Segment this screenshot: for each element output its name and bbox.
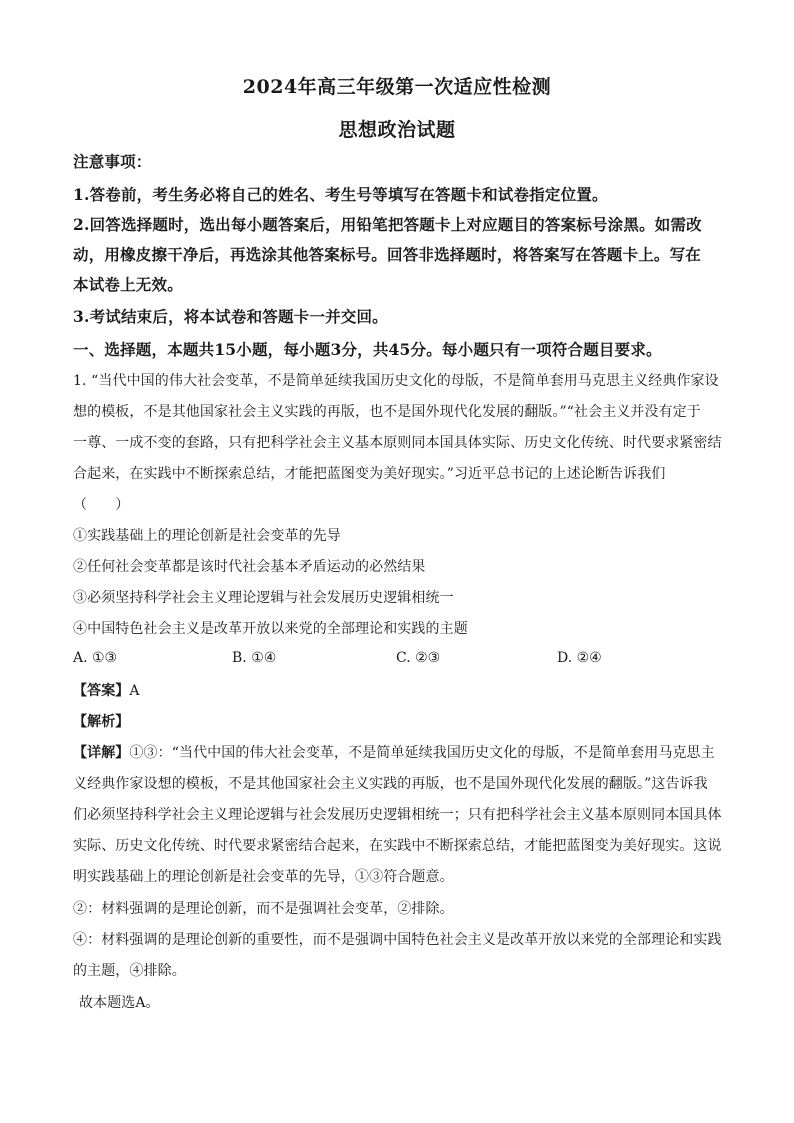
option-a: A. ①③ — [73, 650, 118, 666]
notice-line: 本试卷上无效。 — [73, 275, 183, 294]
final-answer-line: 故本题选A。 — [79, 995, 160, 1011]
question-stem-line: 1. “当代中国的伟大社会变革，不是简单延续我国历史文化的母版，不是简单套用马克思主义经典作家设 — [73, 373, 719, 389]
question-stem-line: 一尊、一成不变的套路，只有把科学社会主义基本原则同本国具体实际、历史文化传统、时代要求紧密结 — [73, 435, 722, 451]
exam-subtitle: 思想政治试题 — [338, 119, 456, 141]
detail-line: ②：材料强调的是理论创新，而不是强调社会变革，②排除。 — [73, 901, 454, 917]
statement-1: ①实践基础上的理论创新是社会变革的先导 — [73, 528, 341, 544]
answer-line — [73, 680, 140, 700]
detail-line: 义经典作家设想的模板，不是其他国家社会主义实践的再版，也不是国外现代化发展的翻版。”这告诉我 — [73, 776, 708, 792]
notice-heading: 注意事项： — [73, 152, 152, 171]
detail-line: 实际、历史文化传统、时代要求紧密结合起来，在实践中不断探索总结，才能把蓝图变为美好现实。这说 — [73, 838, 722, 854]
detail-tag: 【详解】 — [73, 745, 130, 761]
detail-line: ④：材料强调的是理论创新的重要性，而不是强调中国特色社会主义是改革开放以来党的全部理论和实践 — [73, 932, 722, 948]
exam-title: 2024年高三年级第一次适应性检测 — [242, 76, 552, 98]
detail-line: 的主题，④排除。 — [73, 963, 186, 979]
answer-value: A — [129, 683, 140, 699]
analysis-tag: 【解析】 — [73, 714, 130, 730]
detail-line — [73, 742, 715, 762]
section-heading: 一、选择题，本题共15小题，每小题3分，共45分。每小题只有一项符合题目要求。 — [73, 340, 662, 359]
option-b: B. ①④ — [232, 650, 277, 666]
question-stem-line: 合起来，在实践中不断探索总结，才能把蓝图变为美好现实。”习近平总书记的上述论断告诉我们 — [73, 466, 666, 482]
statement-3: ③必须坚持科学社会主义理论逻辑与社会发展历史逻辑相统一 — [73, 590, 454, 606]
question-stem-line: 想的模板，不是其他国家社会主义实践的再版，也不是国外现代化发展的翻版。”“社会主义并没有定于 — [73, 404, 701, 420]
detail-line: 们必须坚持科学社会主义理论逻辑与社会发展历史逻辑相统一；只有把科学社会主义基本原则同本国具体 — [73, 807, 722, 823]
notice-line: 2.回答选择题时，选出每小题答案后，用铅笔把答题卡上对应题目的答案标号涂黑。如需改 — [73, 215, 702, 234]
option-d: D. ②④ — [557, 650, 602, 666]
option-c: C. ②③ — [396, 650, 441, 666]
detail-line: 明实践基础上的理论创新是社会变革的先导，①③符合题意。 — [73, 869, 454, 885]
detail-text: ①③：“当代中国的伟大社会变革，不是简单延续我国历史文化的母版，不是简单套用马克思主 — [129, 745, 715, 761]
answer-blank: （ ） — [73, 497, 130, 513]
notice-line: 1.答卷前，考生务必将自己的姓名、考生号等填写在答题卡和试卷指定位置。 — [73, 185, 608, 204]
notice-line: 3.考试结束后，将本试卷和答题卡一并交回。 — [73, 307, 388, 326]
statement-4: ④中国特色社会主义是改革开放以来党的全部理论和实践的主题 — [73, 621, 468, 637]
analysis-line — [73, 711, 129, 731]
answer-tag: 【答案】 — [73, 683, 130, 699]
statement-2: ②任何社会变革都是该时代社会基本矛盾运动的必然结果 — [73, 559, 426, 575]
notice-line: 动，用橡皮擦干净后，再选涂其他答案标号。回答非选择题时，将答案写在答题卡上。写在 — [73, 245, 702, 264]
